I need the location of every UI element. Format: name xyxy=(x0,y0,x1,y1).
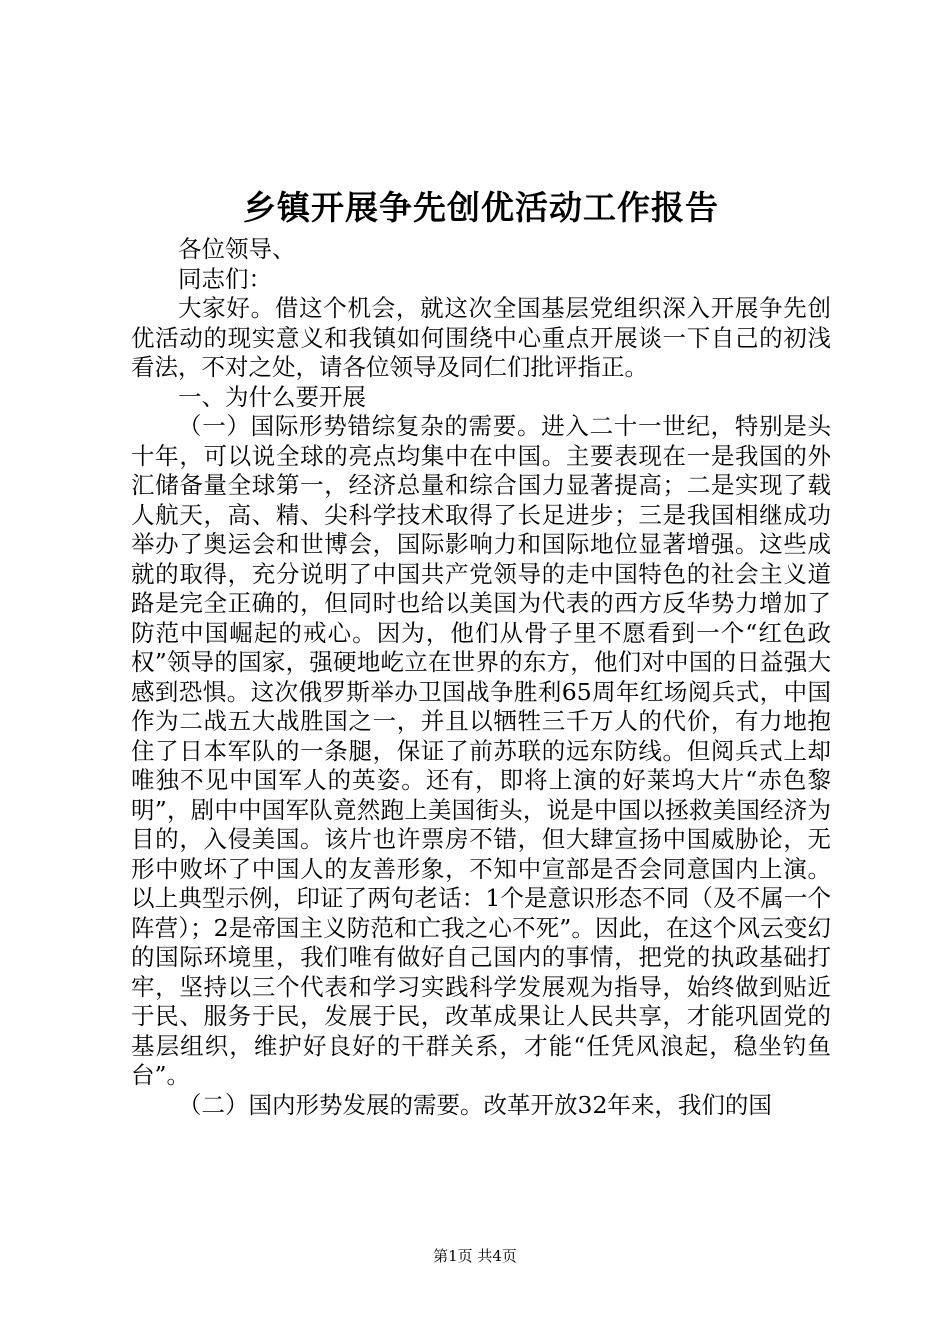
section-heading-why: 一、为什么要开展 xyxy=(178,382,366,411)
page-footer: 第1页 共4页 xyxy=(433,1247,517,1265)
domestic-situation-paragraph: （二）国内形势发展的需要。改革开放32年来，我们的国 xyxy=(178,1090,772,1119)
salutation-comrades: 同志们： xyxy=(178,264,272,293)
international-situation-paragraph: （一）国际形势错综复杂的需要。进入二十一世纪，特别是头十年，可以说全球的亮点均集中在中国。主要表现在一是我国的外汇储备量全球第一，经济总量和综合国力显著提高；二是实现了载人航天，高、精、尖科学技术取得了长足进步；三是我国相继成功举办了奥运会和世博会，国际影响力和国际地位显著增强。这些成就的取得，充分说明了中国共产党领导的走中国特色的社会主义道路是完全正确的，但同时也给以美国为代表的西方反华势力增加了防范中国崛起的戒心。因为，他们从骨子里不愿看到一个“红色政权”领导的国家，强硬地屹立在世界的东方，他们对中国的日益强大感到恐惧。这次俄罗斯举办卫国战争胜利65周年红场阅兵式，中国作为二战五大战胜国之一，并且以牺牲三千万人的代价，有力地抱住了日本军队的一条腿，保证了前苏联的远东防线。但阅兵式上却唯独不见中国军人的英姿。还有，即将上演的好莱坞大片“赤色黎明”，剧中中国军队竟然跑上美国街头，说是中国以拯救美国经济为目的，入侵美国。该片也许票房不错，但大肆宣扬中国威胁论，无形中败坏了中国人的友善形象，不知中宣部是否会同意国内上演。以上典型示例，印证了两句老话：1个是意识形态不同（及不属一个阵营）；2是帝国主义防范和亡我之心不死”。因此，在这个风云变幻的国际环境里，我们唯有做好自己国内的事情，把党的执政基础打牢，坚持以三个代表和学习实践科学发展观为指导，始终做到贴近于民、服务于民，发展于民，改革成果让人民共享，才能巩固党的基层组织，维护好良好的干群关系，才能“任凭风浪起，稳坐钓鱼台”。 xyxy=(131,412,831,1089)
document-body xyxy=(131,185,831,1120)
salutation-leaders: 各位领导、 xyxy=(178,235,296,263)
intro-paragraph: 大家好。借这个机会，就这次全国基层党组织深入开展争先创优活动的现实意义和我镇如何围绕中心重点开展谈一下自己的初浅看法，不对之处，请各位领导及同仁们批评指正。 xyxy=(131,294,831,381)
document-title: 乡镇开展争先创优活动工作报告 xyxy=(243,188,719,227)
